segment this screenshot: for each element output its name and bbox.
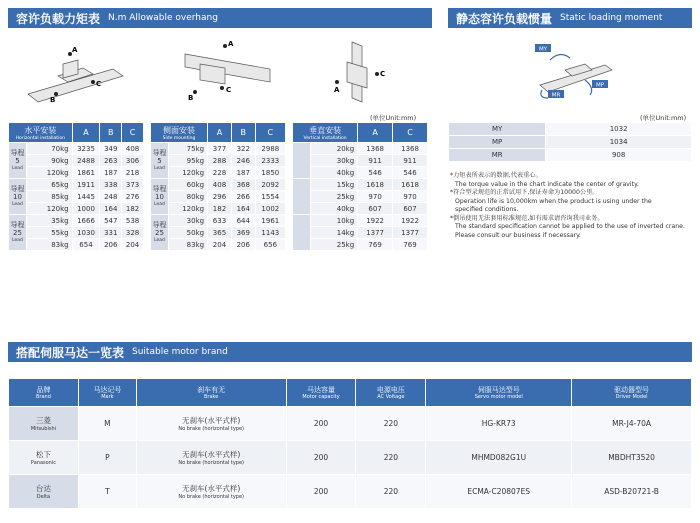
value-cell: 164 [231, 203, 255, 215]
value-cell: 1911 [72, 179, 100, 191]
moment-unit: (单位Unit:mm) [640, 114, 687, 122]
brand-en: Panasonic [30, 460, 56, 466]
brand-cell [9, 407, 79, 441]
value-cell: 970 [358, 191, 393, 203]
table-row [9, 143, 144, 155]
value-cell: 349 [100, 143, 122, 155]
capacity-cell: 200 [286, 407, 356, 441]
value-cell: 338 [100, 179, 122, 191]
driver-cell: MR-J4-70A [572, 407, 692, 441]
mount-en: Side mounting [162, 135, 196, 141]
value-cell: 1368 [393, 143, 428, 155]
moment-diagram [530, 40, 620, 100]
m-label-my: MY [538, 46, 548, 53]
capacity-cell: 200 [286, 441, 356, 475]
value-cell: 1961 [255, 215, 285, 227]
value-cell: 654 [72, 239, 100, 251]
value-cell: 1002 [255, 203, 285, 215]
brand-zh: 松下 [35, 450, 51, 459]
moment-row [449, 149, 692, 162]
table-header-row [151, 123, 286, 143]
col-zh: 伺服马达型号 [477, 386, 520, 394]
col-en: Mark [101, 394, 114, 400]
value-cell: 263 [100, 155, 122, 167]
motor-col-header [136, 379, 286, 407]
load-cell: 95kg [169, 155, 208, 167]
load-cell: 120kg [27, 167, 73, 179]
overhang-title-en: N.m Allowable overhang [108, 13, 218, 23]
table-row [293, 203, 428, 215]
table-row [151, 155, 286, 167]
col-header: A [358, 123, 393, 143]
load-cell: 20kg [311, 143, 358, 155]
value-cell: 373 [122, 179, 144, 191]
overhang-title: 容许负载力矩表 [16, 11, 101, 26]
mount-header [293, 123, 358, 143]
voltage-cell: 220 [356, 475, 426, 509]
moment-label: MP [449, 136, 546, 149]
mount-zh: 侧面安装 [163, 125, 196, 135]
value-cell: 1922 [393, 215, 428, 227]
value-cell: 2988 [255, 143, 285, 155]
moment-row [449, 123, 692, 136]
motor-col-header [286, 379, 356, 407]
lead-cell [9, 143, 27, 179]
brake-zh: 无刹车(水平式样) [182, 450, 241, 459]
horizontal-table [8, 122, 144, 251]
lead-cell [9, 179, 27, 215]
value-cell: 1850 [255, 167, 285, 179]
value-cell: 1922 [358, 215, 393, 227]
servo-cell: ECMA-C20807ES [426, 475, 572, 509]
table-row [151, 167, 286, 179]
value-cell: 2488 [72, 155, 100, 167]
vertical-table [292, 122, 428, 251]
motor-row [9, 441, 692, 475]
v-label-c: C [380, 70, 386, 78]
table-row [293, 191, 428, 203]
lead-cell [293, 143, 311, 179]
table-row [9, 155, 144, 167]
table-row [9, 191, 144, 203]
motor-col-header [426, 379, 572, 407]
motor-title: 搭配伺服马达一览表 [16, 345, 125, 360]
col-zh: 马达记号 [93, 386, 122, 394]
brake-zh: 无刹车(水平式样) [182, 416, 241, 425]
brake-cell [136, 407, 286, 441]
moment-title-en: Static loading moment [560, 13, 663, 23]
table-row [151, 215, 286, 227]
value-cell: 607 [358, 203, 393, 215]
value-cell: 3235 [72, 143, 100, 155]
value-cell: 1000 [72, 203, 100, 215]
motor-col-header [356, 379, 426, 407]
h-label-a: A [72, 46, 78, 54]
table-row [151, 143, 286, 155]
brand-en: Delta [36, 494, 51, 500]
lead-text: 25 [13, 228, 22, 237]
driver-cell: ASD-B20721-B [572, 475, 692, 509]
mount-en: Horizontal installation [15, 135, 65, 141]
driver-cell: MBDHT3520 [572, 441, 692, 475]
load-cell: 55kg [27, 227, 73, 239]
note-line: Please consult our business if necessary. [455, 231, 581, 239]
table-header-row [9, 123, 144, 143]
value-cell: 276 [122, 191, 144, 203]
value-cell: 248 [100, 191, 122, 203]
value-cell: 408 [122, 143, 144, 155]
lead-cell [151, 143, 169, 179]
motor-title-en: Suitable motor brand [132, 347, 228, 357]
value-cell: 1143 [255, 227, 285, 239]
moment-title: 静态容许负载惯量 [456, 11, 553, 26]
value-cell: 1368 [358, 143, 393, 155]
load-cell: 83kg [27, 239, 73, 251]
col-zh: 电源电压 [376, 386, 405, 394]
mount-header [9, 123, 73, 143]
mount-en: Vertical installation [303, 135, 347, 141]
overhang-header [8, 8, 432, 28]
moment-notes [450, 172, 695, 240]
value-cell: 607 [393, 203, 428, 215]
m-label-mp: MP [595, 82, 605, 89]
m-label-mr: MR [551, 92, 561, 99]
value-cell: 644 [231, 215, 255, 227]
load-cell: 50kg [169, 227, 208, 239]
note-line: The torque value in the chart indicate the center of gravity. [455, 180, 639, 188]
moment-row [449, 136, 692, 149]
lead-cell [293, 215, 311, 251]
brake-en: No brake (horizontal type) [178, 460, 245, 466]
brand-zh: 台达 [35, 484, 51, 493]
col-header: B [231, 123, 255, 143]
col-en: Brand [36, 394, 51, 400]
lead-text: 导程 [152, 220, 167, 229]
load-cell: 75kg [169, 143, 208, 155]
side-diagram [150, 34, 285, 104]
motor-row [9, 475, 692, 509]
vertical-diagram [292, 34, 427, 104]
lead-text: 导程 [152, 148, 167, 157]
value-cell: 187 [231, 167, 255, 179]
lead-cell [151, 215, 169, 251]
lead-text: 导程 [152, 184, 167, 193]
value-cell: 206 [100, 239, 122, 251]
col-header: A [72, 123, 100, 143]
load-cell: 83kg [169, 239, 208, 251]
brand-cell [9, 441, 79, 475]
load-cell: 30kg [311, 155, 358, 167]
lead-text: 导程 [10, 148, 25, 157]
value-cell: 204 [122, 239, 144, 251]
note-line: *符合型录规范的正常试用下,保证寿命为10000公里。 [450, 189, 599, 196]
value-cell: 206 [231, 239, 255, 251]
load-cell: 40kg [311, 167, 358, 179]
motor-col-header [572, 379, 692, 407]
table-row [151, 239, 286, 251]
value-cell: 164 [100, 203, 122, 215]
brake-cell [136, 441, 286, 475]
col-en: Servo motor model [474, 394, 523, 400]
brand-zh: 三菱 [35, 416, 51, 425]
s-label-a: A [228, 40, 234, 48]
col-zh: 马达容量 [306, 386, 335, 394]
value-cell: 331 [100, 227, 122, 239]
v-label-a: A [334, 86, 340, 94]
lead-text: 5 [15, 156, 20, 165]
col-header: C [393, 123, 428, 143]
load-cell: 15kg [311, 179, 358, 191]
col-header: C [122, 123, 144, 143]
lead-text: 导程 [10, 184, 25, 193]
table-row [151, 179, 286, 191]
value-cell: 306 [122, 155, 144, 167]
moment-label: MY [449, 123, 546, 136]
voltage-cell: 220 [356, 407, 426, 441]
col-en: Motor capacity [302, 394, 340, 400]
moment-value: 1034 [546, 136, 692, 149]
h-label-b: B [50, 96, 56, 104]
value-cell: 204 [208, 239, 232, 251]
mount-header [151, 123, 208, 143]
lead-text: 10 [13, 192, 22, 201]
mount-zh: 水平安装 [24, 125, 57, 135]
load-cell: 85kg [27, 191, 73, 203]
table-row [293, 227, 428, 239]
load-cell: 10kg [311, 215, 358, 227]
h-label-c: C [96, 80, 102, 88]
note-line: The standard specification cannot be applied to the use of inverted crane. [455, 223, 685, 230]
table-row [293, 215, 428, 227]
col-en: AC Voltage [377, 394, 405, 400]
value-cell: 970 [393, 191, 428, 203]
table-row [293, 167, 428, 179]
servo-cell: HG-KR73 [426, 407, 572, 441]
moment-value: 908 [546, 149, 692, 162]
lead-text: Lead [12, 237, 23, 243]
brake-cell [136, 475, 286, 509]
value-cell: 546 [393, 167, 428, 179]
side-table [150, 122, 286, 251]
moment-value: 1032 [546, 123, 692, 136]
servo-cell: MHMD082G1U [426, 441, 572, 475]
table-row [293, 155, 428, 167]
load-cell: 25kg [311, 191, 358, 203]
moment-table [448, 122, 692, 162]
value-cell: 1554 [255, 191, 285, 203]
load-cell: 40kg [311, 203, 358, 215]
value-cell: 769 [393, 239, 428, 251]
col-zh: 品牌 [36, 386, 51, 394]
lead-text: Lead [12, 201, 23, 207]
motor-table [8, 378, 692, 509]
motor-row [9, 407, 692, 441]
load-cell: 120kg [169, 203, 208, 215]
lead-text: Lead [154, 237, 165, 243]
brake-en: No brake (horizontal type) [178, 494, 245, 500]
value-cell: 633 [208, 215, 232, 227]
table-row [9, 239, 144, 251]
load-cell: 35kg [27, 215, 73, 227]
table-row [293, 143, 428, 155]
note-line: *倒吊使用无法套用标准规范,如有需求请咨询我司业务。 [450, 214, 604, 222]
lead-text: 10 [155, 192, 164, 201]
note-line: specified conditions. [455, 206, 519, 213]
value-cell: 1377 [358, 227, 393, 239]
value-cell: 1445 [72, 191, 100, 203]
mark-cell: T [78, 475, 136, 509]
table-row [151, 227, 286, 239]
moment-label: MR [449, 149, 546, 162]
value-cell: 656 [255, 239, 285, 251]
lead-cell [9, 215, 27, 251]
table-row [9, 227, 144, 239]
value-cell: 911 [358, 155, 393, 167]
value-cell: 1618 [358, 179, 393, 191]
value-cell: 328 [122, 227, 144, 239]
col-en: Driver Model [615, 394, 648, 400]
value-cell: 228 [208, 167, 232, 179]
brand-cell [9, 475, 79, 509]
table-row [293, 239, 428, 251]
col-header: A [208, 123, 232, 143]
lead-text: 导程 [10, 220, 25, 229]
motor-header [8, 342, 692, 362]
value-cell: 266 [231, 191, 255, 203]
lead-cell [151, 179, 169, 215]
table-row [9, 203, 144, 215]
value-cell: 1377 [393, 227, 428, 239]
col-header: C [255, 123, 285, 143]
table-row [293, 179, 428, 191]
lead-text: Lead [154, 165, 165, 171]
load-cell: 120kg [169, 167, 208, 179]
value-cell: 911 [393, 155, 428, 167]
value-cell: 1666 [72, 215, 100, 227]
brand-en: Mitsubishi [30, 426, 57, 432]
s-label-c: C [226, 86, 232, 94]
mark-cell: M [78, 407, 136, 441]
value-cell: 546 [358, 167, 393, 179]
table-row [9, 215, 144, 227]
lead-text: Lead [154, 201, 165, 207]
col-zh: 刹车有无 [197, 386, 226, 394]
moment-header [448, 8, 692, 28]
mark-cell: P [78, 441, 136, 475]
brake-en: No brake (horizontal type) [178, 426, 245, 432]
table-row [9, 167, 144, 179]
s-label-b: B [188, 94, 194, 102]
motor-col-header [78, 379, 136, 407]
value-cell: 2333 [255, 155, 285, 167]
lead-text: Lead [12, 165, 23, 171]
value-cell: 322 [231, 143, 255, 155]
table-row [9, 179, 144, 191]
value-cell: 365 [208, 227, 232, 239]
load-cell: 90kg [27, 155, 73, 167]
mount-zh: 垂直安装 [309, 125, 342, 135]
load-cell: 120kg [27, 203, 73, 215]
value-cell: 369 [231, 227, 255, 239]
value-cell: 538 [122, 215, 144, 227]
table-row [151, 191, 286, 203]
motor-col-header [9, 379, 79, 407]
load-cell: 30kg [169, 215, 208, 227]
capacity-cell: 200 [286, 475, 356, 509]
motor-header-row [9, 379, 692, 407]
col-en: Brake [204, 394, 219, 400]
value-cell: 769 [358, 239, 393, 251]
load-cell: 14kg [311, 227, 358, 239]
value-cell: 1861 [72, 167, 100, 179]
overhang-unit: (单位Unit:mm) [370, 114, 417, 122]
value-cell: 1030 [72, 227, 100, 239]
load-cell: 25kg [311, 239, 358, 251]
col-header: B [100, 123, 122, 143]
load-cell: 65kg [27, 179, 73, 191]
load-cell: 70kg [27, 143, 73, 155]
brake-zh: 无刹车(水平式样) [182, 484, 241, 493]
lead-cell [293, 179, 311, 215]
value-cell: 218 [122, 167, 144, 179]
load-cell: 80kg [169, 191, 208, 203]
value-cell: 547 [100, 215, 122, 227]
value-cell: 187 [100, 167, 122, 179]
lead-text: 25 [155, 228, 164, 237]
value-cell: 1618 [393, 179, 428, 191]
value-cell: 296 [208, 191, 232, 203]
load-cell: 60kg [169, 179, 208, 191]
table-row [151, 203, 286, 215]
col-zh: 驱动器型号 [614, 386, 650, 394]
value-cell: 246 [231, 155, 255, 167]
note-line: *力矩表所表示的数据,代表重心。 [450, 172, 542, 179]
table-header-row [293, 123, 428, 143]
value-cell: 368 [231, 179, 255, 191]
value-cell: 2092 [255, 179, 285, 191]
note-line: Operation life is 10,000km when the product is using under the [455, 197, 652, 205]
value-cell: 182 [208, 203, 232, 215]
value-cell: 182 [122, 203, 144, 215]
voltage-cell: 220 [356, 441, 426, 475]
lead-text: 5 [157, 156, 162, 165]
horizontal-diagram [8, 34, 143, 104]
value-cell: 377 [208, 143, 232, 155]
value-cell: 288 [208, 155, 232, 167]
value-cell: 408 [208, 179, 232, 191]
